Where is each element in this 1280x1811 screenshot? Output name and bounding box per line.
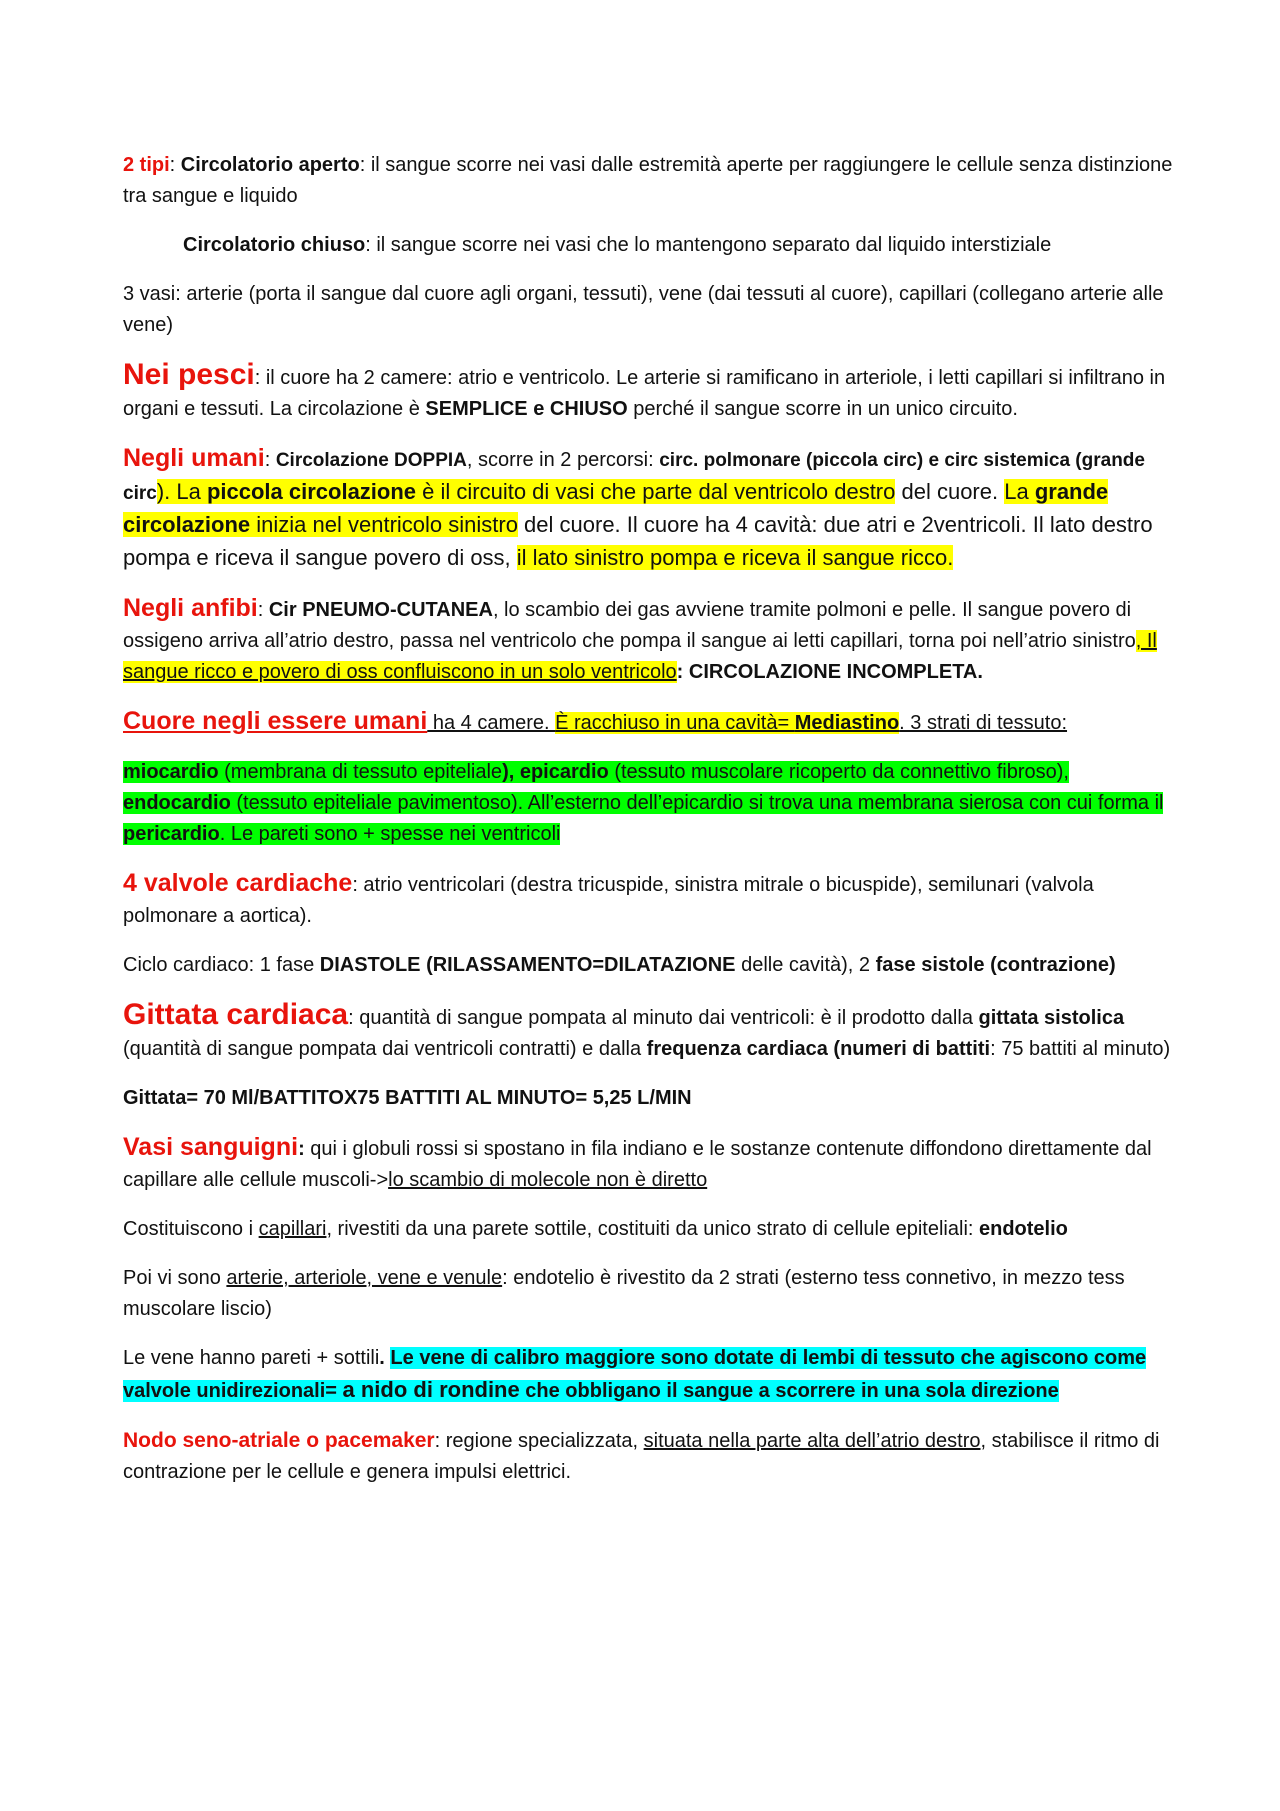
paragraph-gittata: Gittata cardiaca: quantità di sangue pompata al minuto dai ventricoli: è il prodotto dalla gittata sistolica (quantità di sangue pompata dai ventricoli contratti) e dalla frequenza cardiaca (numeri di battiti: 75 battiti al minuto) xyxy=(123,998,1171,1060)
paragraph-vene: Le vene hanno pareti + sottili. Le vene di calibro maggiore sono dotate di lembi di tessuto che agiscono come valvole unidirezionali= a nido di rondine che obbligano il sangue a scorrere in una sola direzione xyxy=(123,1347,1147,1402)
paragraph-valvole: 4 valvole cardiache: atrio ventricolari (destra tricuspide, sinistra mitrale o bicuspide), semilunari (valvola polmonare a aortica). xyxy=(123,869,1094,927)
heading-cuore-umani: Cuore negli essere umani xyxy=(123,707,428,735)
paragraph-tipi: 2 tipi: Circolatorio aperto: il sangue scorre nei vasi dalle estremità aperte per raggiungere le cellule senza distinzione tra sangue e liquido xyxy=(123,154,1173,207)
term-circolatorio-aperto: Circolatorio aperto xyxy=(180,154,360,176)
paragraph-cuore: Cuore negli essere umani ha 4 camere. È racchiuso in una cavità= Mediastino. 3 strati di tessuto: xyxy=(123,707,1068,735)
highlight-valvole-vene: Le vene di calibro maggiore sono dotate di lembi di tessuto che agiscono come valvole unidirezionali= a nido di rondine che obbligano il sangue a scorrere in una sola direzione xyxy=(123,1347,1147,1402)
paragraph-ciclo: Ciclo cardiaco: 1 fase DIASTOLE (RILASSAMENTO=DILATAZIONE delle cavità), 2 fase sistole (contrazione) xyxy=(123,954,1116,976)
paragraph-pesci: Nei pesci: il cuore ha 2 camere: atrio e ventricolo. Le arterie si ramificano in arteriole, i letti capillari si infiltrano in organi e tessuti. La circolazione è SEMPLICE e CHIUSO perché il sangue scorre in un unico circuito. xyxy=(123,358,1166,420)
highlight-grande-circolazione: La grande circolazione inizia nel ventricolo sinistro xyxy=(123,479,1109,537)
paragraph-formula: Gittata= 70 Ml/BATTITOX75 BATTITI AL MINUTO= 5,25 L/MIN xyxy=(123,1087,692,1109)
heading-negli-umani: Negli umani xyxy=(123,444,265,472)
paragraph-vasi-sanguigni: Vasi sanguigni: qui i globuli rossi si spostano in fila indiano e le sostanze contenute diffondono direttamente dal capillare alle cellule muscoli->lo scambio di molecole non è diretto xyxy=(123,1133,1152,1191)
label-2-tipi: 2 tipi xyxy=(123,154,170,176)
heading-vasi-sanguigni: Vasi sanguigni xyxy=(123,1133,299,1161)
paragraph-anfibi: Negli anfibi: Cir PNEUMO-CUTANEA, lo scambio dei gas avviene tramite polmoni e pelle. Il sangue povero di ossigeno arriva all’atrio destro, passa nel ventricolo che pompa il sangue ai letti capillari, torna poi nell’atrio sinistro, Il sangue ricco e povero di oss confluiscono in un solo ventricolo: CIRCOLAZIONE INCOMPLETA. xyxy=(123,594,1157,683)
highlight-strati-tessuto: miocardio (membrana di tessuto epiteliale), epicardio (tessuto muscolare ricoperto da connettivo fibroso), endocardio (tessuto epiteliale pavimentoso). All’esterno dell’epicardio si trova una membrana sierosa con cui forma il pericardio. Le pareti sono + spesse nei ventricoli xyxy=(123,761,1164,845)
paragraph-vasi: 3 vasi: arterie (porta il sangue dal cuore agli organi, tessuti), vene (dai tessuti al cuore), capillari (collegano arterie alle vene) xyxy=(123,283,1164,336)
paragraph-arterie: Poi vi sono arterie, arteriole, vene e venule: endotelio è rivestito da 2 strati (esterno tess connetivo, in mezzo tess muscolare liscio) xyxy=(123,1267,1125,1320)
highlight-ventricolo-unico: , Il sangue ricco e povero di oss confluiscono in un solo ventricolo xyxy=(123,630,1157,683)
heading-pacemaker: Nodo seno-atriale o pacemaker xyxy=(123,1429,435,1452)
highlight-mediastino: È racchiuso in una cavità= Mediastino xyxy=(555,712,900,734)
paragraph-pacemaker: Nodo seno-atriale o pacemaker: regione specializzata, situata nella parte alta dell’atrio destro, stabilisce il ritmo di contrazione per le cellule e genera impulsi elettrici. xyxy=(123,1429,1160,1483)
highlight-lato-sinistro: il lato sinistro pompa e riceva il sangue ricco. xyxy=(516,545,954,570)
heading-negli-anfibi: Negli anfibi xyxy=(123,594,258,622)
paragraph-strati xyxy=(123,757,1173,850)
heading-valvole: 4 valvole cardiache xyxy=(123,869,353,897)
term-circolatorio-chiuso: Circolatorio chiuso xyxy=(183,234,366,256)
heading-gittata: Gittata cardiaca xyxy=(123,998,349,1031)
heading-nei-pesci: Nei pesci xyxy=(123,358,255,391)
paragraph-capillari: Costituiscono i capillari, rivestiti da una parete sottile, costituiti da unico strato di cellule epiteliali: endotelio xyxy=(123,1218,1068,1240)
document-page xyxy=(123,150,1173,1506)
paragraph-umani: Negli umani: Circolazione DOPPIA, scorre in 2 percorsi: circ. polmonare (piccola circ) e circ sistemica (grande circ). La piccola circolazione è il circuito di vasi che parte dal ventricolo destro del cuore. La grande circolazione inizia nel ventricolo sinistro del cuore. Il cuore ha 4 cavità: due atri e 2ventricoli. Il lato destro pompa e riceva il sangue povero di oss, il lato sinistro pompa e riceva il sangue ricco. xyxy=(123,444,1153,570)
highlight-piccola-circolazione: ). La piccola circolazione è il circuito di vasi che parte dal ventricolo destro xyxy=(156,479,896,504)
paragraph-circolatorio-chiuso: Circolatorio chiuso: il sangue scorre nei vasi che lo mantengono separato dal liquido interstiziale xyxy=(183,234,1052,256)
